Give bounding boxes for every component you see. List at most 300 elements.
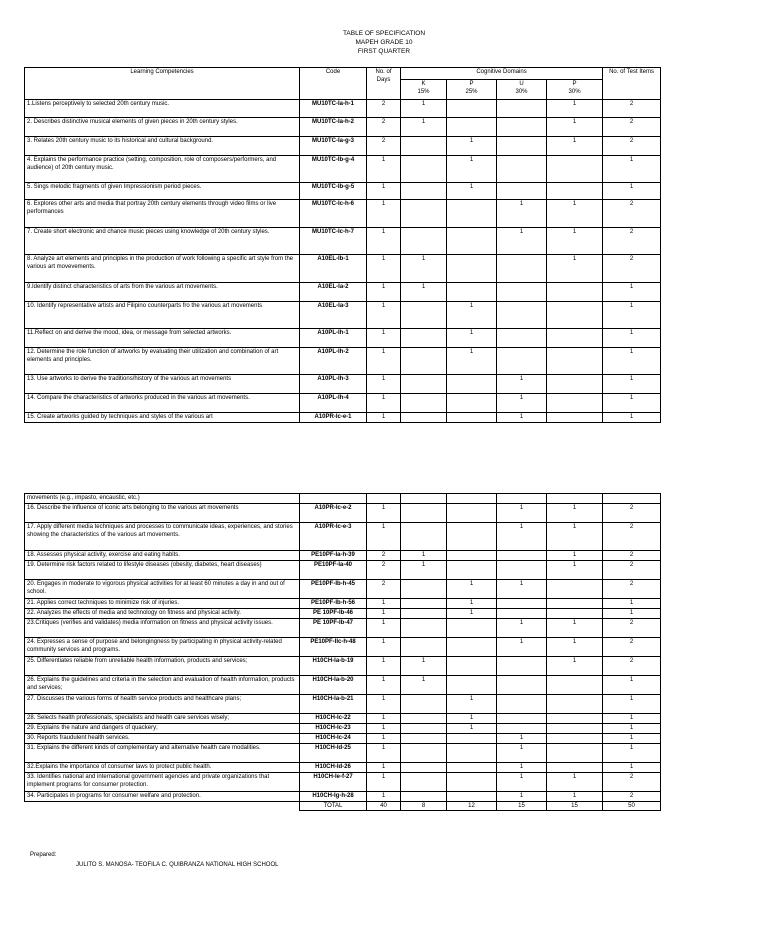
cell-p	[447, 200, 497, 228]
table-row	[25, 763, 661, 773]
cell-p	[447, 676, 497, 695]
cell-code: H10CH-Id-25	[300, 744, 367, 763]
cell-competency: 9.Identify distinct characteristics of arts from the various art movements.	[25, 283, 300, 302]
cell-days: 1	[367, 734, 401, 744]
cell-competency: 4. Explains the performance practice (setting, composition, role of composers/performers, and audience) of 20th century music.	[25, 156, 300, 183]
cell-k	[401, 413, 447, 423]
cell-days: 1	[367, 638, 401, 657]
cell-days: 1	[367, 504, 401, 523]
cell-items: 2	[603, 773, 661, 792]
cell-code: A10PR-Ic-e-2	[300, 504, 367, 523]
cell-k: 1	[401, 100, 447, 118]
cell-pp	[547, 724, 603, 734]
total-row	[25, 802, 661, 811]
cell-p: 1	[447, 302, 497, 329]
header-competencies: Learning Competencies	[25, 68, 300, 100]
cell-competency: 18. Assesses physical activity, exercise and eating habits.	[25, 551, 300, 561]
cell-pp: 1	[547, 504, 603, 523]
cell-days: 1	[367, 283, 401, 302]
cell-u	[497, 100, 547, 118]
cell-u	[497, 156, 547, 183]
table-row	[25, 599, 661, 609]
cell-code: A10PR-Ic-e-1	[300, 413, 367, 423]
table-row	[25, 348, 661, 375]
table-row	[25, 118, 661, 137]
cell-items: 1	[603, 348, 661, 375]
cell-days: 2	[367, 551, 401, 561]
cell-u	[497, 494, 547, 504]
cell-k	[401, 329, 447, 348]
cell-u	[497, 329, 547, 348]
cell-competency: 8. Analyze art elements and principles in the production of work following a specific art style from the various art movevements.	[25, 255, 300, 283]
cell-p	[447, 561, 497, 580]
cell-days: 2	[367, 100, 401, 118]
cell-competency: 24. Expresses a sense of purpose and belongingness by participating in physical activity-related community services and programs.	[25, 638, 300, 657]
cell-k	[401, 695, 447, 714]
cell-pp: 1	[547, 255, 603, 283]
cell-items: 1	[603, 724, 661, 734]
cell-items: 1	[603, 599, 661, 609]
prepared-label: Prepared:	[30, 852, 57, 858]
cell-items: 1	[603, 734, 661, 744]
cell-p	[447, 100, 497, 118]
cell-k	[401, 200, 447, 228]
cell-pp: 1	[547, 619, 603, 638]
cell-days: 1	[367, 714, 401, 724]
cell-k	[401, 792, 447, 802]
cell-u: 1	[497, 228, 547, 255]
cell-items: 1	[603, 302, 661, 329]
cell-u	[497, 609, 547, 619]
cell-pp	[547, 375, 603, 394]
cell-p	[447, 413, 497, 423]
spec-table-2	[24, 493, 661, 811]
cell-u: 1	[497, 375, 547, 394]
cell-competency: 6. Explores other arts and media that portray 20th century elements through video films or live performances	[25, 200, 300, 228]
cell-items: 2	[603, 638, 661, 657]
cell-pp	[547, 763, 603, 773]
cell-p	[447, 551, 497, 561]
cell-u	[497, 255, 547, 283]
cell-code: H10CH-Ig-h-28	[300, 792, 367, 802]
cell-code: H10CH-Ia-b-19	[300, 657, 367, 676]
cell-p	[447, 734, 497, 744]
cell-p: 1	[447, 348, 497, 375]
cell-u: 1	[497, 763, 547, 773]
table-row	[25, 302, 661, 329]
cell-competency: 12. Determine the role function of artworks by evaluating their utilization and combination of art elements and principles.	[25, 348, 300, 375]
cell-competency: 1.Listens perceptively to selected 20th century music.	[25, 100, 300, 118]
table-row	[25, 494, 661, 504]
table-row	[25, 695, 661, 714]
cell-u: 1	[497, 504, 547, 523]
cell-competency: 33. Identifies national and international government agencies and private organizations that implement programs for consumer protection.	[25, 773, 300, 792]
total-days: 40	[367, 802, 401, 811]
cell-p	[447, 763, 497, 773]
table-row	[25, 744, 661, 763]
table-row	[25, 228, 661, 255]
cell-competency: 30. Reports fraudulent health services.	[25, 734, 300, 744]
cell-items: 2	[603, 551, 661, 561]
cell-items: 2	[603, 561, 661, 580]
cell-items: 1	[603, 714, 661, 724]
cell-pp	[547, 580, 603, 599]
cell-pp: 1	[547, 118, 603, 137]
cell-code: H10CH-Ie-f-27	[300, 773, 367, 792]
cell-code: H10CH-Ic-24	[300, 734, 367, 744]
cell-days: 1	[367, 375, 401, 394]
cell-code: MU10TC-Ia-h-2	[300, 118, 367, 137]
cell-u	[497, 348, 547, 375]
table-row	[25, 657, 661, 676]
cell-code: MU10TC-Ib-g-5	[300, 183, 367, 200]
cell-code: MU10TC-Ib-g-4	[300, 156, 367, 183]
cell-competency: 25. Differentiates reliable from unreliable health information, products and services;	[25, 657, 300, 676]
cell-competency: 27. Discusses the various forms of health service products and healthcare plans;	[25, 695, 300, 714]
cell-competency: 16. Describe the influence of iconic arts belonging to the various art movements	[25, 504, 300, 523]
cell-competency: 2. Describes distinctive musical elements of given pieces in 20th century styles.	[25, 118, 300, 137]
cell-k	[401, 394, 447, 413]
cell-competency: 17. Apply different media techniques and processes to communicate ideas, experiences, and stories showing the characteristics of the various art movements.	[25, 523, 300, 551]
title-line-1: TABLE OF SPECIFICATION	[342, 30, 426, 37]
cell-days: 1	[367, 657, 401, 676]
cell-u	[497, 724, 547, 734]
total-pp: 15	[547, 802, 603, 811]
prepared-name: JULITO S. MANOSA- TEOFILA C. QUIBRANZA NATIONAL HIGH SCHOOL	[76, 862, 279, 868]
total-label: TOTAL	[300, 802, 367, 811]
table-row	[25, 329, 661, 348]
cell-p: 1	[447, 609, 497, 619]
table-row	[25, 283, 661, 302]
cell-items: 2	[603, 792, 661, 802]
cell-p: 1	[447, 695, 497, 714]
header-u: U 30%	[497, 80, 547, 100]
cell-code: H10CH-Ic-22	[300, 714, 367, 724]
table-row	[25, 580, 661, 599]
cell-days: 1	[367, 200, 401, 228]
cell-pp: 1	[547, 638, 603, 657]
cell-k: 1	[401, 657, 447, 676]
cell-p: 1	[447, 599, 497, 609]
header-domains: Cognitive Domains	[401, 68, 603, 80]
cell-p: 1	[447, 183, 497, 200]
cell-pp	[547, 329, 603, 348]
cell-items: 1	[603, 695, 661, 714]
cell-pp: 1	[547, 792, 603, 802]
cell-pp: 1	[547, 773, 603, 792]
cell-pp	[547, 714, 603, 724]
cell-k	[401, 348, 447, 375]
spec-table-1	[24, 67, 661, 423]
cell-items: 2	[603, 619, 661, 638]
cell-code: PE10PF-Ib-h-56	[300, 599, 367, 609]
cell-k	[401, 619, 447, 638]
cell-p	[447, 792, 497, 802]
cell-k	[401, 744, 447, 763]
cell-k	[401, 580, 447, 599]
header-days: No. of Days	[367, 68, 401, 100]
cell-code: A10EL-Ib-1	[300, 255, 367, 283]
cell-days: 2	[367, 561, 401, 580]
cell-pp	[547, 394, 603, 413]
cell-pp	[547, 183, 603, 200]
cell-k	[401, 375, 447, 394]
cell-p	[447, 773, 497, 792]
cell-code: MU10TC-Ia-g-3	[300, 137, 367, 156]
cell-k: 1	[401, 561, 447, 580]
cell-k	[401, 609, 447, 619]
cell-u: 1	[497, 580, 547, 599]
cell-pp: 1	[547, 228, 603, 255]
table-row	[25, 551, 661, 561]
cell-p: 1	[447, 156, 497, 183]
cell-days: 1	[367, 413, 401, 423]
cell-days: 1	[367, 619, 401, 638]
table-row	[25, 375, 661, 394]
cell-pp: 1	[547, 200, 603, 228]
cell-p	[447, 255, 497, 283]
cell-k	[401, 599, 447, 609]
cell-items	[603, 494, 661, 504]
cell-code: A10PL-Ih-4	[300, 394, 367, 413]
cell-u	[497, 695, 547, 714]
table-row	[25, 504, 661, 523]
cell-competency: 10. Identify representative artists and Filipino counterparts fro the various art movements	[25, 302, 300, 329]
table-row	[25, 394, 661, 413]
cell-code: H10CH-Id-26	[300, 763, 367, 773]
table-row	[25, 255, 661, 283]
cell-u	[497, 551, 547, 561]
table-row	[25, 734, 661, 744]
cell-code: A10PR-Ic-e-3	[300, 523, 367, 551]
cell-p: 1	[447, 724, 497, 734]
cell-u: 1	[497, 744, 547, 763]
cell-code: PE10PF-Ia-h-39	[300, 551, 367, 561]
cell-p	[447, 523, 497, 551]
cell-p	[447, 394, 497, 413]
cell-p	[447, 494, 497, 504]
cell-days: 2	[367, 137, 401, 156]
cell-k: 1	[401, 283, 447, 302]
cell-pp	[547, 283, 603, 302]
cell-p	[447, 118, 497, 137]
cell-items: 2	[603, 255, 661, 283]
cell-days: 1	[367, 348, 401, 375]
cell-pp: 1	[547, 137, 603, 156]
cell-days: 1	[367, 523, 401, 551]
cell-days: 2	[367, 580, 401, 599]
cell-p	[447, 744, 497, 763]
cell-u: 1	[497, 619, 547, 638]
header-code: Code	[300, 68, 367, 100]
cell-items: 2	[603, 200, 661, 228]
cell-pp	[547, 676, 603, 695]
table-row	[25, 137, 661, 156]
cell-u	[497, 714, 547, 724]
cell-competency: 13. Use artworks to derive the traditions/history of the various art movements	[25, 375, 300, 394]
cell-days: 1	[367, 156, 401, 183]
cell-pp	[547, 156, 603, 183]
cell-u	[497, 657, 547, 676]
cell-p	[447, 283, 497, 302]
cell-items: 1	[603, 609, 661, 619]
cell-competency: 23.Critiques (verifies and validates) media information on fitness and physical activity issues.	[25, 619, 300, 638]
cell-k	[401, 494, 447, 504]
cell-days: 2	[367, 118, 401, 137]
cell-k	[401, 734, 447, 744]
cell-competency: 32.Explains the importance of consumer laws to protect public health.	[25, 763, 300, 773]
cell-pp: 1	[547, 551, 603, 561]
cell-days: 1	[367, 763, 401, 773]
cell-u: 1	[497, 792, 547, 802]
cell-k	[401, 714, 447, 724]
cell-code: H10CH-Ia-b-20	[300, 676, 367, 695]
table-row	[25, 638, 661, 657]
cell-code: PE 10PF-Ib-46	[300, 609, 367, 619]
cell-u	[497, 183, 547, 200]
cell-competency: 29. Explains the nature and dangers of quackery;	[25, 724, 300, 734]
table-row	[25, 561, 661, 580]
cell-items: 1	[603, 394, 661, 413]
cell-competency: 26. Explains the guidelines and criteria in the selection and evaluation of health information, products and services;	[25, 676, 300, 695]
cell-days: 1	[367, 394, 401, 413]
cell-code	[300, 494, 367, 504]
cell-days: 1	[367, 773, 401, 792]
table-row	[25, 413, 661, 423]
cell-p: 1	[447, 714, 497, 724]
cell-items: 2	[603, 228, 661, 255]
cell-code: MU10TC-Ic-h-7	[300, 228, 367, 255]
cell-items: 2	[603, 580, 661, 599]
cell-u	[497, 283, 547, 302]
cell-days: 1	[367, 183, 401, 200]
cell-pp	[547, 302, 603, 329]
cell-k	[401, 228, 447, 255]
cell-k: 1	[401, 676, 447, 695]
cell-u	[497, 118, 547, 137]
table-row	[25, 792, 661, 802]
table-row	[25, 156, 661, 183]
cell-k	[401, 638, 447, 657]
cell-k: 1	[401, 551, 447, 561]
cell-pp	[547, 413, 603, 423]
cell-items: 2	[603, 657, 661, 676]
cell-code: A10PL-Ih-2	[300, 348, 367, 375]
cell-u	[497, 561, 547, 580]
total-k: 8	[401, 802, 447, 811]
cell-code: A10PL-Ih-1	[300, 329, 367, 348]
cell-k	[401, 504, 447, 523]
cell-k	[401, 183, 447, 200]
cell-pp	[547, 744, 603, 763]
cell-p: 1	[447, 137, 497, 156]
table-row	[25, 183, 661, 200]
cell-k	[401, 523, 447, 551]
cell-p	[447, 638, 497, 657]
cell-competency: 31. Explains the different kinds of complementary and alternative health care modalities.	[25, 744, 300, 763]
title-line-3: FIRST QUARTER	[357, 48, 411, 55]
cell-u: 1	[497, 200, 547, 228]
cell-code: PE 10PF-Ib-47	[300, 619, 367, 638]
table-row	[25, 714, 661, 724]
cell-items: 1	[603, 763, 661, 773]
cell-competency: 28. Selects health professionals, specialists and health care services wisely;	[25, 714, 300, 724]
cell-items: 1	[603, 283, 661, 302]
cell-items: 2	[603, 137, 661, 156]
cell-items: 1	[603, 183, 661, 200]
cell-competency: 11.Reflect on and derive the mood, idea, or message from selected artworks.	[25, 329, 300, 348]
cell-items: 1	[603, 329, 661, 348]
cell-k	[401, 773, 447, 792]
cell-code: MU10TC-Ic-h-6	[300, 200, 367, 228]
cell-pp	[547, 695, 603, 714]
cell-p	[447, 619, 497, 638]
cell-p: 1	[447, 580, 497, 599]
cell-days: 1	[367, 302, 401, 329]
total-u: 15	[497, 802, 547, 811]
cell-days: 1	[367, 744, 401, 763]
cell-u	[497, 137, 547, 156]
cell-u: 1	[497, 394, 547, 413]
cell-items: 2	[603, 504, 661, 523]
cell-u: 1	[497, 734, 547, 744]
header-items: No. of Test Items	[603, 68, 661, 100]
cell-u: 1	[497, 773, 547, 792]
cell-competency: 14. Compare the characteristics of artworks produced in the various art movements.	[25, 394, 300, 413]
cell-pp	[547, 348, 603, 375]
cell-days: 1	[367, 255, 401, 283]
cell-pp	[547, 599, 603, 609]
table-row	[25, 773, 661, 792]
table-row	[25, 676, 661, 695]
cell-items: 2	[603, 100, 661, 118]
cell-items: 1	[603, 156, 661, 183]
cell-pp: 1	[547, 657, 603, 676]
table-row	[25, 619, 661, 638]
cell-k	[401, 763, 447, 773]
cell-k	[401, 156, 447, 183]
cell-code: A10EL-Ia-3	[300, 302, 367, 329]
cell-days: 1	[367, 792, 401, 802]
cell-items: 1	[603, 375, 661, 394]
cell-competency: 22. Analyzes the effects of media and technology on fitness and physical activity.	[25, 609, 300, 619]
table-row	[25, 200, 661, 228]
cell-days: 1	[367, 599, 401, 609]
cell-days: 1	[367, 695, 401, 714]
total-p: 12	[447, 802, 497, 811]
cell-competency: movements (e.g., impasto, encaustic, etc.)	[25, 494, 300, 504]
cell-days: 1	[367, 228, 401, 255]
cell-competency: 20. Engages in moderate to vigorous physical activities for at least 60 minutes a day in and out of school.	[25, 580, 300, 599]
cell-items: 2	[603, 523, 661, 551]
cell-code: H10CH-Ia-b-21	[300, 695, 367, 714]
cell-pp: 1	[547, 561, 603, 580]
cell-competency: 34. Participates in programs for consumer welfare and protection.	[25, 792, 300, 802]
table-row	[25, 609, 661, 619]
cell-items: 1	[603, 676, 661, 695]
cell-items: 2	[603, 118, 661, 137]
cell-p	[447, 657, 497, 676]
cell-days: 1	[367, 329, 401, 348]
cell-u	[497, 302, 547, 329]
cell-u	[497, 676, 547, 695]
cell-pp: 1	[547, 100, 603, 118]
cell-p	[447, 375, 497, 394]
cell-days	[367, 494, 401, 504]
cell-days: 1	[367, 609, 401, 619]
cell-competency: 21. Applies correct techniques to minimize risk of injuries.	[25, 599, 300, 609]
cell-k: 1	[401, 118, 447, 137]
